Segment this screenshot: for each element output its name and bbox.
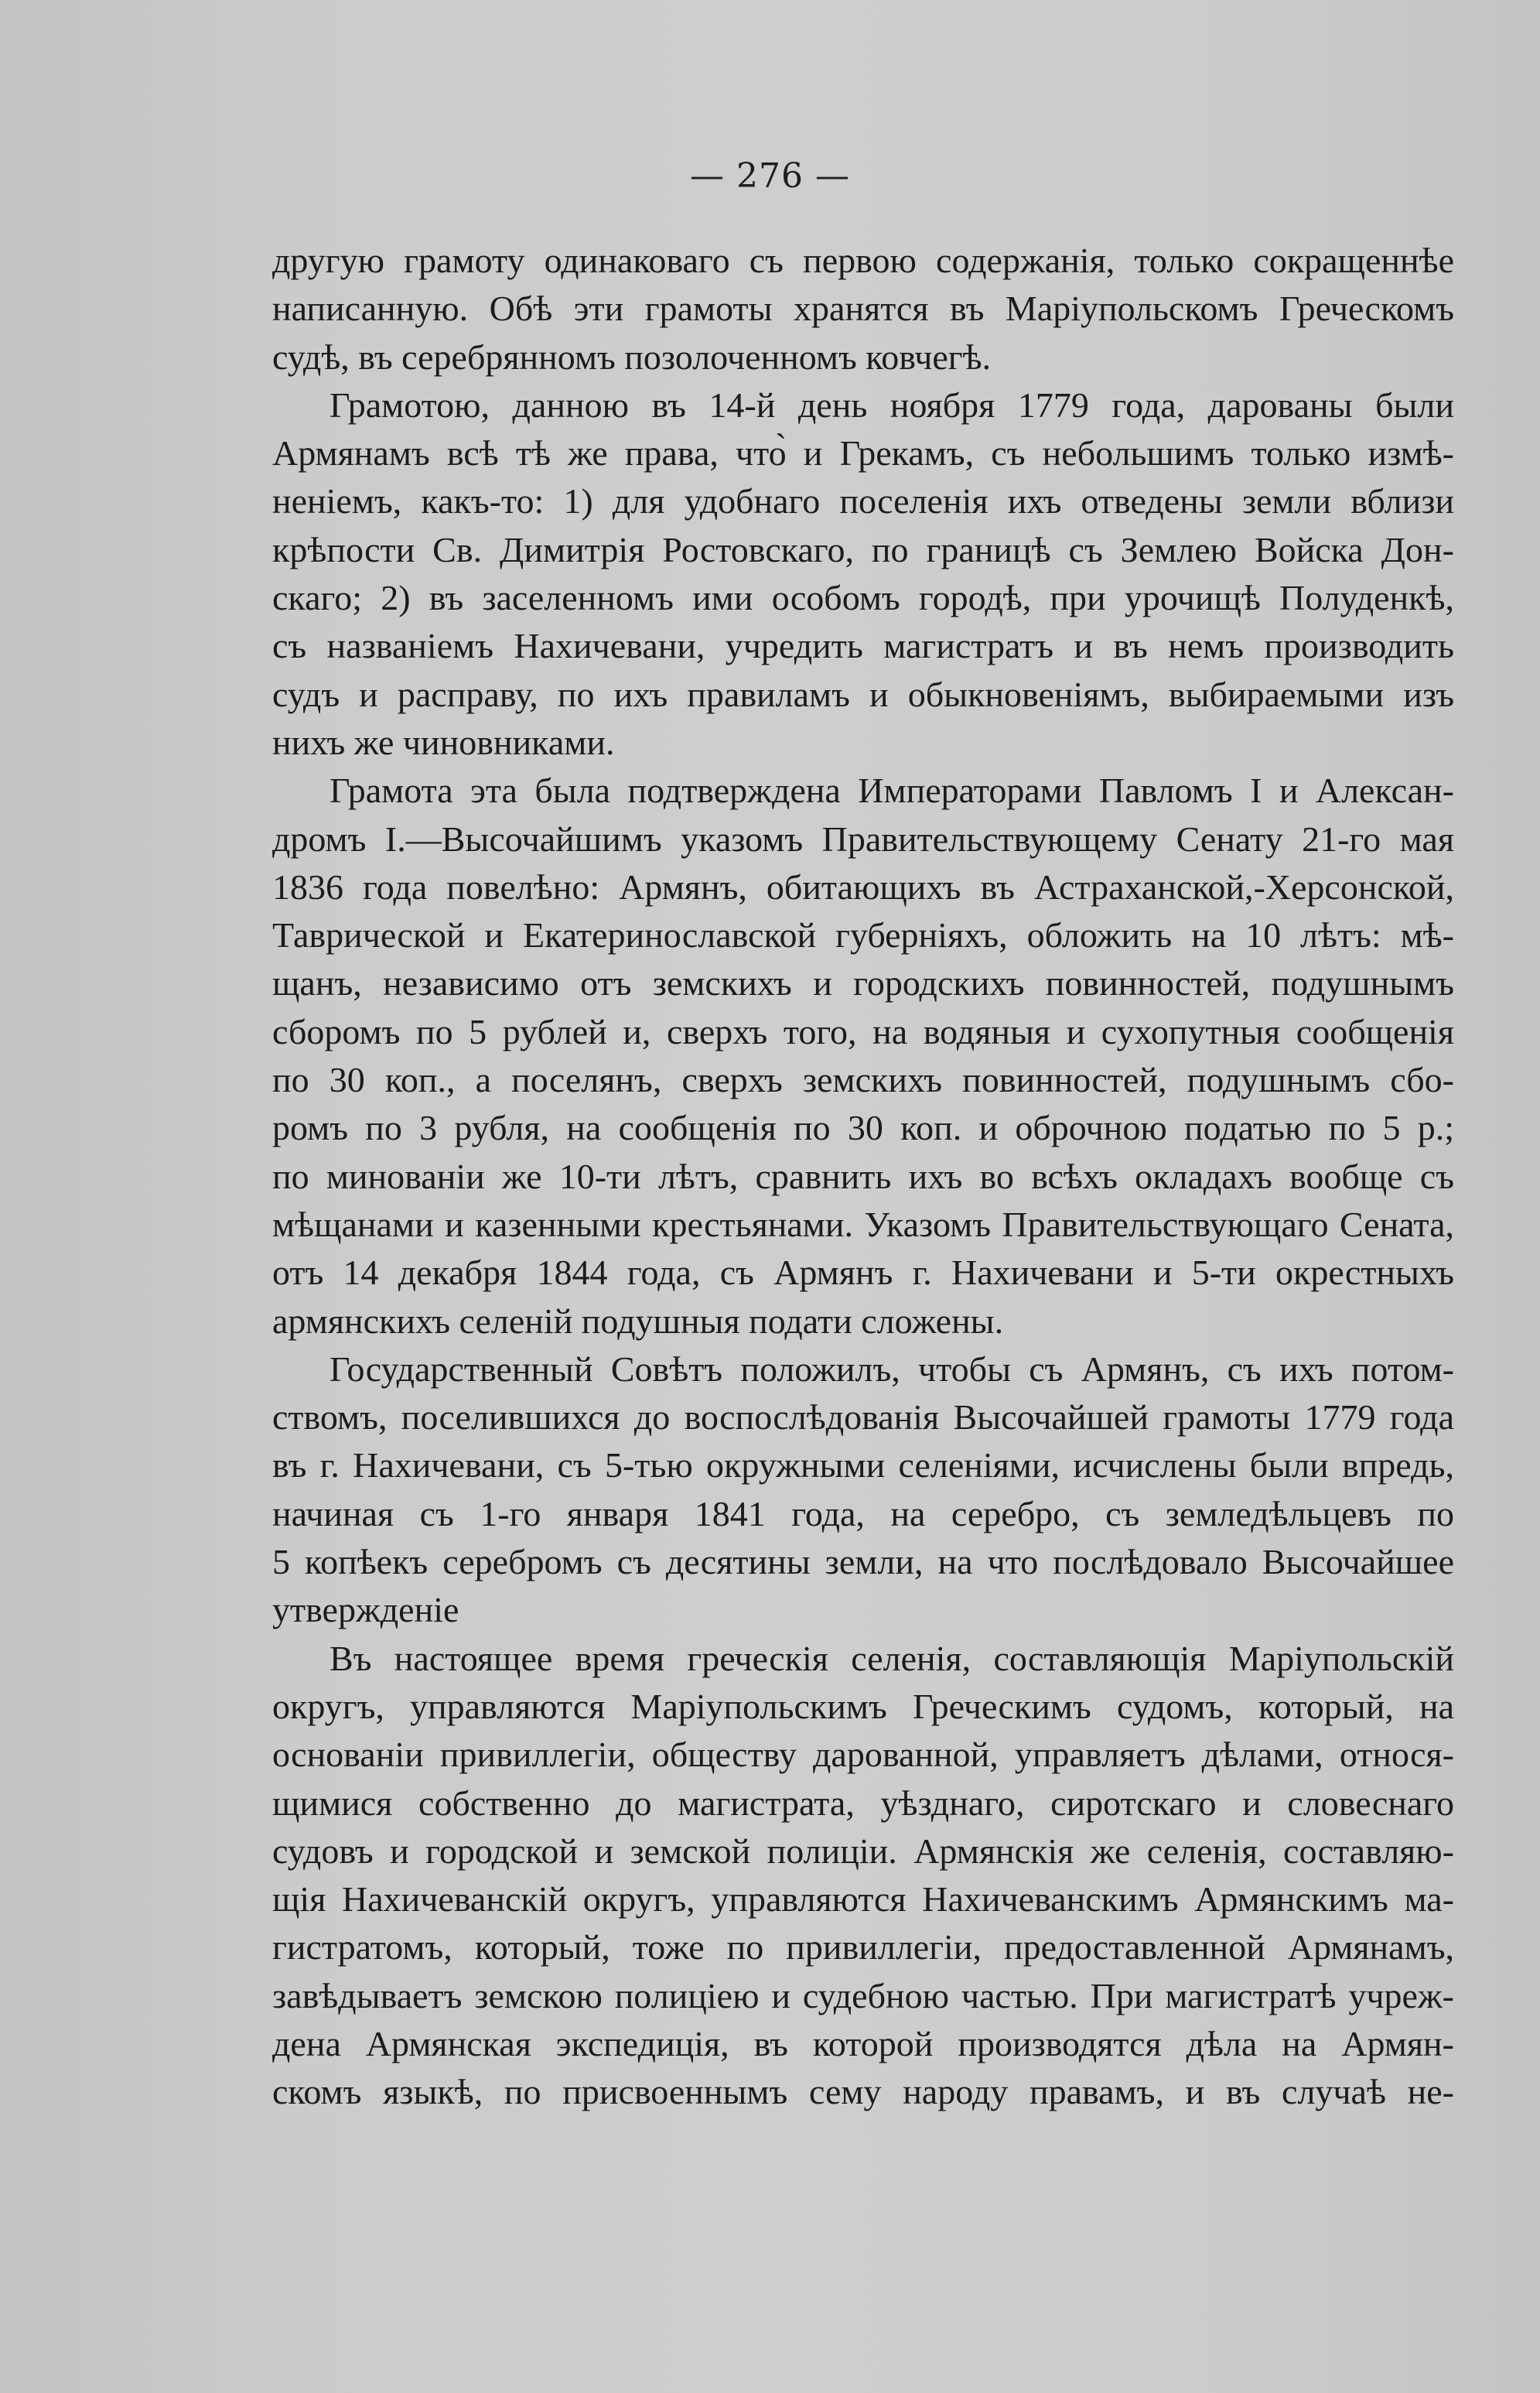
text-line: судовъ и городской и земской полиціи. Армянскія же селенія, составляю-	[272, 1831, 1454, 1871]
text-line: другую грамоту одинаковаго съ первою содержанія, только сокращеннѣе	[272, 241, 1454, 280]
text-line: щанъ, независимо отъ земскихъ и городскихъ повинностей, подушнымъ	[272, 963, 1454, 1003]
text-line: Армянамъ всѣ тѣ же права, что̀ и Грекамъ, съ небольшимъ только измѣ-	[272, 433, 1454, 473]
text-line: судъ и расправу, по ихъ правиламъ и обыкновеніямъ, выбираемыми изъ	[272, 674, 1454, 714]
text-line: съ названіемъ Нахичевани, учредить магистратъ и въ немъ производить	[272, 626, 1454, 666]
text-line: ромъ по 3 рубля, на сообщенія по 30 коп. и оброчною податью по 5 р.;	[272, 1108, 1454, 1148]
page-number: — 276 —	[690, 156, 850, 196]
text-line: гистратомъ, который, тоже по привиллегіи, предоставленной Армянамъ,	[272, 1927, 1454, 1967]
paragraph	[272, 237, 1454, 381]
text-line: щимися собственно до магистрата, уѣзднаго, сиротскаго и словеснаго	[272, 1783, 1454, 1823]
paragraph	[272, 1345, 1454, 1635]
text-line: судѣ, въ серебрянномъ позолоченномъ ковчегѣ.	[272, 337, 992, 377]
text-line: нихъ же чиновниками.	[272, 722, 615, 762]
text-line: ствомъ, поселившихся до воспослѣдованія Высочайшей грамоты 1779 года	[272, 1397, 1454, 1438]
text-line: 1836 года повелѣно: Армянъ, обитающихъ въ Астраханской,-Херсонской,	[272, 867, 1454, 907]
text-line: начиная съ 1-го января 1841 года, на серебро, съ земледѣльцевъ по	[272, 1493, 1454, 1533]
text-line: сборомъ по 5 рублей и, сверхъ того, на водяныя и сухопутныя сообщенія	[272, 1011, 1454, 1051]
paragraph	[272, 381, 1454, 767]
text-line: основаніи привиллегіи, обществу дарованной, управляетъ дѣлами, относя-	[272, 1735, 1454, 1775]
text-line: мѣщанами и казенными крестьянами. Указомъ Правительствующаго Сената,	[272, 1204, 1454, 1244]
text-line: написанную. Обѣ эти грамоты хранятся въ Маріупольскомъ Греческомъ	[272, 289, 1454, 329]
paragraph	[272, 767, 1454, 1345]
text-line: Государственный Совѣтъ положилъ, чтобы съ Армянъ, съ ихъ потом-	[330, 1349, 1454, 1389]
text-line: Въ настоящее время греческія селенія, составляющія Маріупольскій	[330, 1638, 1454, 1678]
text-line: дена Армянская экспедиція, въ которой производятся дѣла на Армян-	[272, 2023, 1454, 2063]
text-line: Грамотою, данною въ 14-й день ноября 1779 года, дарованы были	[330, 385, 1454, 425]
text-line: Таврической и Екатеринославской губерніяхъ, обложить на 10 лѣтъ: мѣ-	[272, 915, 1454, 955]
text-line: по 30 коп., а поселянъ, сверхъ земскихъ повинностей, подушнымъ сбо-	[272, 1060, 1454, 1100]
text-line: неніемъ, какъ-то: 1) для удобнаго поселенія ихъ отведены земли вблизи	[272, 481, 1454, 521]
text-line: въ г. Нахичевани, съ 5-тью окружными селеніями, исчислены были впредь,	[272, 1445, 1454, 1485]
text-line: отъ 14 декабря 1844 года, съ Армянъ г. Нахичевани и 5-ти окрестныхъ	[272, 1253, 1454, 1293]
text-line: скаго; 2) въ заселенномъ ими особомъ городѣ, при урочищѣ Полуденкѣ,	[272, 578, 1454, 618]
text-line: щія Нахичеванскій округъ, управляются Нахичеванскимъ Армянскимъ ма-	[272, 1879, 1454, 1920]
text-line: по минованіи же 10-ти лѣтъ, сравнить ихъ во всѣхъ окладахъ вообще съ	[272, 1156, 1454, 1196]
text-line: Грамота эта была подтверждена Императорами Павломъ I и Алексан-	[330, 771, 1454, 811]
text-line: 5 копѣекъ серебромъ съ десятины земли, на что послѣдовало Высочайшее	[272, 1542, 1454, 1582]
text-line: завѣдываетъ земскою полиціею и судебною частью. При магистратѣ учреж-	[272, 1975, 1454, 2015]
text-line: крѣпости Св. Димитрія Ростовскаго, по границѣ съ Землею Войска Дон-	[272, 529, 1454, 569]
text-line: скомъ языкѣ, по присвоеннымъ сему народу правамъ, и въ случаѣ не-	[272, 2072, 1454, 2112]
body-text	[272, 237, 1454, 2117]
text-line: округъ, управляются Маріупольскимъ Греческимъ судомъ, который, на	[272, 1686, 1454, 1726]
text-line: дромъ I.—Высочайшимъ указомъ Правительствующему Сенату 21-го мая	[272, 819, 1454, 859]
text-line: утвержденіе	[272, 1590, 459, 1630]
text-line: армянскихъ селеній подушныя подати сложены.	[272, 1301, 1004, 1341]
paragraph	[272, 1635, 1454, 2117]
